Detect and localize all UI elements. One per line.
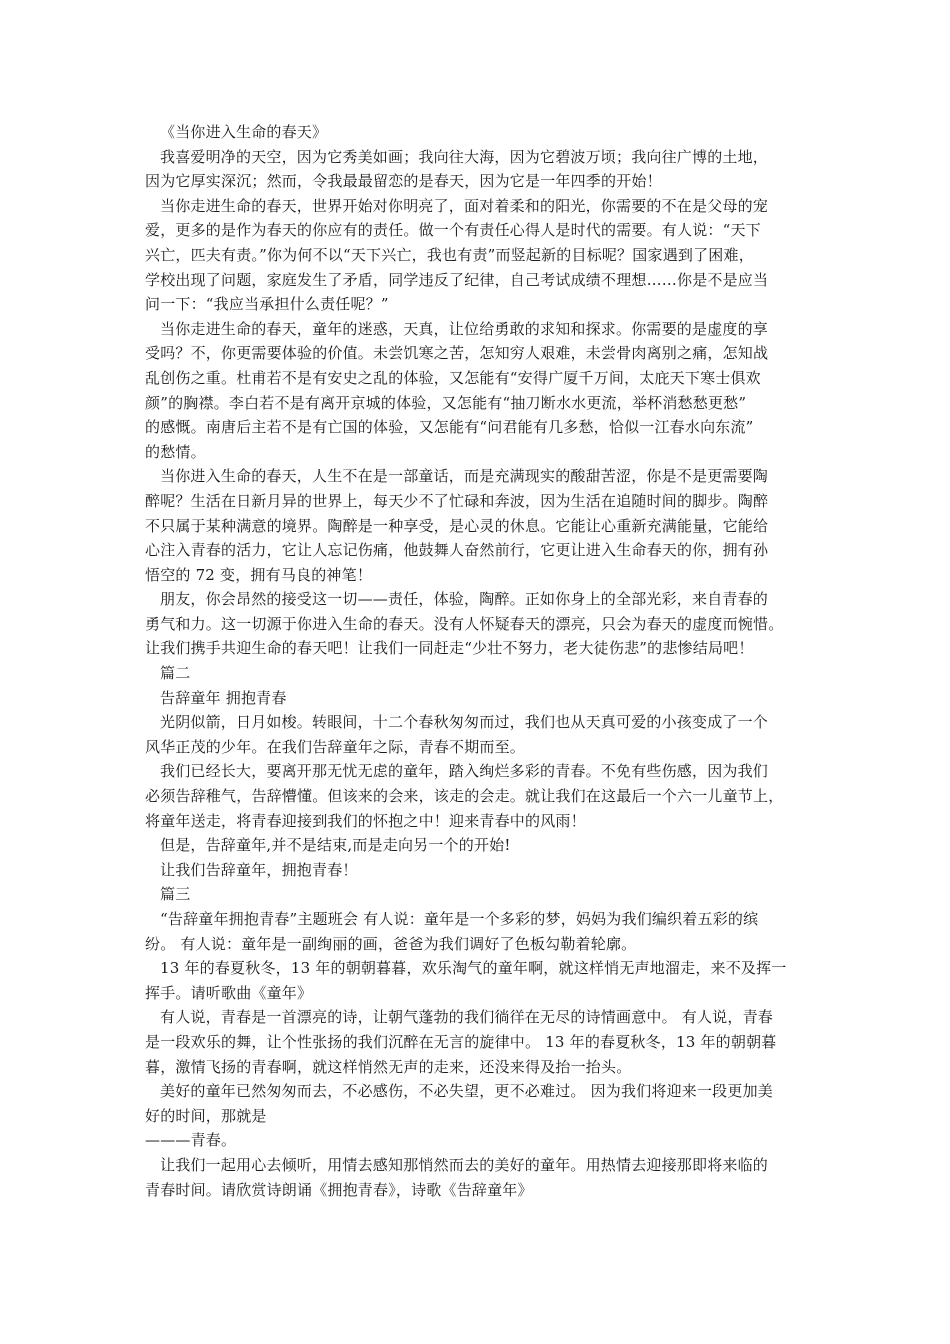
text-line: 有人说，青春是一首漂亮的诗，让朝气蓬勃的我们徜徉在无尽的诗情画意中。 有人说，青春 [160,1008,773,1027]
text-line: 让我们携手共迎生命的春天吧！让我们一同赶走“少壮不努力，老大徒伤悲”的悲惨结局吧！ [145,639,754,658]
text-line: 光阴似箭，日月如梭。转眼间，十二个春秋匆匆而过，我们也从天真可爱的小孩变成了一个 [160,713,769,732]
text-line: 问一下：“我应当承担什么责任呢？” [145,295,389,314]
text-line: 因为它厚实深沉；然而，令我最最留恋的是春天，因为它是一年四季的开始！ [145,172,662,191]
text-line: 心注入青春的活力，它让人忘记伤痛，他鼓舞人奋然前行，它更让进入生命春天的你，拥有孙 [145,541,769,560]
text-line: 乱创伤之重。杜甫若不是有安史之乱的体验，又怎能有“安得广厦千万间，太庇天下寒士俱欢 [145,368,761,387]
text-line: 我喜爱明净的天空，因为它秀美如画；我向往大海，因为它碧波万顷；我向往广博的土地， [160,147,769,166]
text-line: 受吗？不，你更需要体验的价值。未尝饥寒之苦，怎知穷人艰难，未尝骨肉离别之痛，怎知战 [145,344,769,363]
section-heading: 篇二 [160,664,191,683]
text-line: 兴亡，匹夫有责。”你为何不以“天下兴亡，我也有责”而竖起新的目标呢？国家遇到了困难， [145,245,754,264]
text-line: 爱，更多的是作为春天的你应有的责任。做一个有责任心得人是时代的需要。有人说：“天下 [145,221,761,240]
text-line: 不只属于某种满意的境界。陶醉是一种享受，是心灵的休息。它能让心重新充满能量，它能给 [145,516,769,535]
text-line: 的愁情。 [145,442,206,461]
text-line: 挥手。请听歌曲《童年》 [145,983,313,1002]
text-line: 将童年送走，将青春迎接到我们的怀抱之中！迎来青春中的风雨！ [145,811,586,830]
document-body [145,120,805,1202]
text-line: ———青春。 [145,1131,237,1150]
text-line: 但是，告辞童年,并不是结束,而是走向另一个的开始! [160,836,511,855]
text-line: 悟空的 72 变，拥有马良的神笔！ [145,565,373,584]
section-title: 告辞童年 拥抱青春 [160,688,287,707]
essay-title: 《当你进入生命的春天》 [160,123,328,141]
text-line: 暮，激情飞扬的青春啊，就这样悄然无声的走来，还没来得及抬一抬头。 [145,1057,632,1076]
text-line: 当你走进生命的春天，世界开始对你明亮了，面对着柔和的阳光，你需要的不在是父母的宠 [160,196,769,215]
text-line: 必须告辞稚气，告辞懵懂。但该来的会来，该走的会走。就让我们在这最后一个六一儿童节上， [145,787,784,806]
text-line: 让我们告辞童年，拥抱青春！ [160,860,358,879]
text-line: 青春时间。请欣赏诗朗诵《拥抱青春》，诗歌《告辞童年》 [145,1180,533,1199]
text-line: 好的时间，那就是 [145,1106,267,1125]
text-line: “告辞童年拥抱青春”主题班会 有人说：童年是一个多彩的梦，妈妈为我们编织着五彩的缤 [160,910,759,928]
text-line: 颜”的胸襟。李白若不是有离开京城的体验，又怎能有“抽刀断水水更流，举杯消愁愁更愁” [145,393,747,412]
text-line: 学校出现了问题，家庭发生了矛盾，同学违反了纪律，自己考试成绩不理想……你是不是应当 [145,270,769,289]
text-line: 风华正茂的少年。在我们告辞童年之际，青春不期而至。 [145,737,526,756]
text-line: 的感慨。南唐后主若不是有亡国的体验，又怎能有“问君能有几多愁，恰似一江春水向东流” [145,418,754,437]
text-line: 纷。 有人说：童年是一副绚丽的画，爸爸为我们调好了色板勾勒着轮廓。 [145,934,637,953]
text-line: 醉呢？生活在日新月异的世界上，每天少不了忙碌和奔波，因为生活在追随时间的脚步。陶醉 [145,491,769,510]
text-line: 美好的童年已然匆匆而去，不必感伤，不必失望，更不必难过。 因为我们将迎来一段更加美 [160,1082,773,1101]
text-line: 朋友，你会昂然的接受这一切——责任，体验，陶醉。正如你身上的全部光彩，来自青春的 [160,590,769,609]
text-line: 让我们一起用心去倾听，用情去感知那悄然而去的美好的童年。用热情去迎接那即将来临的 [160,1155,769,1174]
text-line: 我们已经长大，要离开那无忧无虑的童年，踏入绚烂多彩的青春。不免有些伤感，因为我们 [160,762,769,781]
text-line: 当你走进生命的春天，童年的迷惑，天真，让位给勇敢的求知和探求。你需要的是虚度的享 [160,319,769,338]
text-line: 13 年的春夏秋冬，13 年的朝朝暮暮，欢乐淘气的童年啊，就这样悄无声地溜走，来不及挥一 [160,959,787,978]
text-line: 是一段欢乐的舞，让个性张扬的我们沉醉在无言的旋律中。 13 年的春夏秋冬，13 年的朝朝暮 [145,1032,777,1051]
text-line: 勇气和力。这一切源于你进入生命的春天。没有人怀疑春天的漂亮，只会为春天的虚度而惋惜。 [145,614,784,633]
text-line: 当你进入生命的春天，人生不在是一部童话，而是充满现实的酸甜苦涩，你是不是更需要陶 [160,467,769,486]
section-heading: 篇三 [160,885,191,904]
